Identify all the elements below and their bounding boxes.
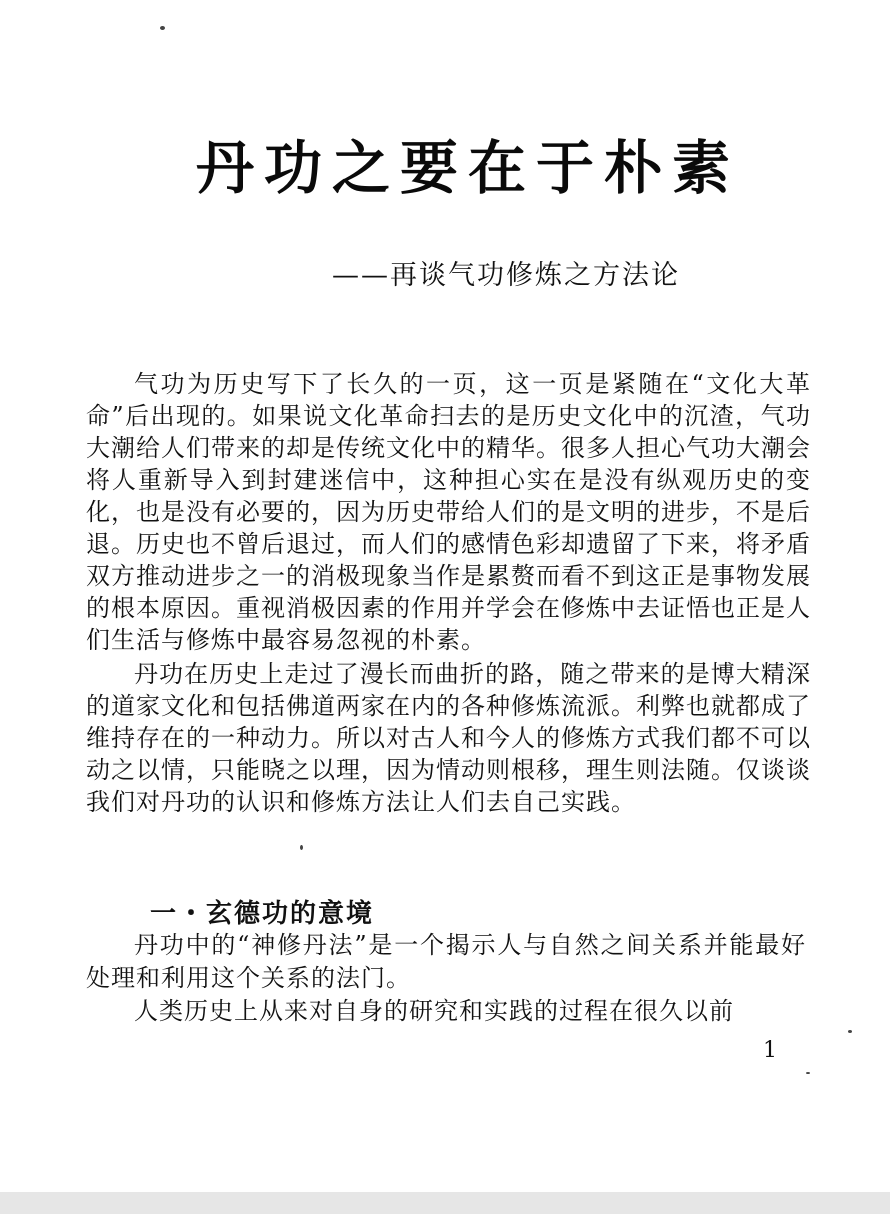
- paragraph: 气功为历史写下了长久的一页，这一页是紧随在“文化大革命”后出现的。如果说文化革命扫去的是历史文化中的沉渣，气功大潮给人们带来的却是传统文化中的精华。很多人担心气功大潮会将人重新导入到封建迷信中，这种担心实在是没有纵观历史的变化，也是没有必要的，因为历史带给人们的是文明的进步，不是后退。历史也不曾后退过，而人们的感情色彩却遗留了下来，将矛盾双方推动进步之一的消极现象当作是累赘而看不到这正是事物发展的根本原因。重视消极因素的作用并学会在修炼中去证悟也正是人们生活与修炼中最容易忽视的朴素。: [86, 370, 811, 654]
- scan-speck: [300, 845, 303, 850]
- page-subtitle: ——再谈气功修炼之方法论: [332, 260, 680, 291]
- page-number: 1: [763, 1038, 777, 1063]
- page-title: 丹功之要在于朴素: [196, 134, 741, 202]
- paragraph: 丹功中的“神修丹法”是一个揭示人与自然之间关系并能最好处理和利用这个关系的法门。: [86, 931, 806, 992]
- paragraph: 丹功在历史上走过了漫长而曲折的路，随之带来的是博大精深的道家文化和包括佛道两家在内的各种修炼流派。利弊也就都成了维持存在的一种动力。所以对古人和今人的修炼方式我们都不可以动之以情，只能晓之以理，因为情动则根移，理生则法随。仅谈谈我们对丹功的认识和修炼方法让人们去自己实践。: [86, 660, 811, 816]
- scan-speck: [160, 26, 165, 30]
- section-body: [86, 929, 806, 1028]
- scan-speck: [848, 1030, 852, 1033]
- scan-bottom-edge: [0, 1192, 890, 1214]
- paragraph: 人类历史上从来对自身的研究和实践的过程在很久以前: [134, 997, 734, 1025]
- scan-speck: [806, 1072, 810, 1074]
- intro-section: [86, 368, 811, 818]
- section-heading: 一・玄德功的意境: [150, 899, 375, 929]
